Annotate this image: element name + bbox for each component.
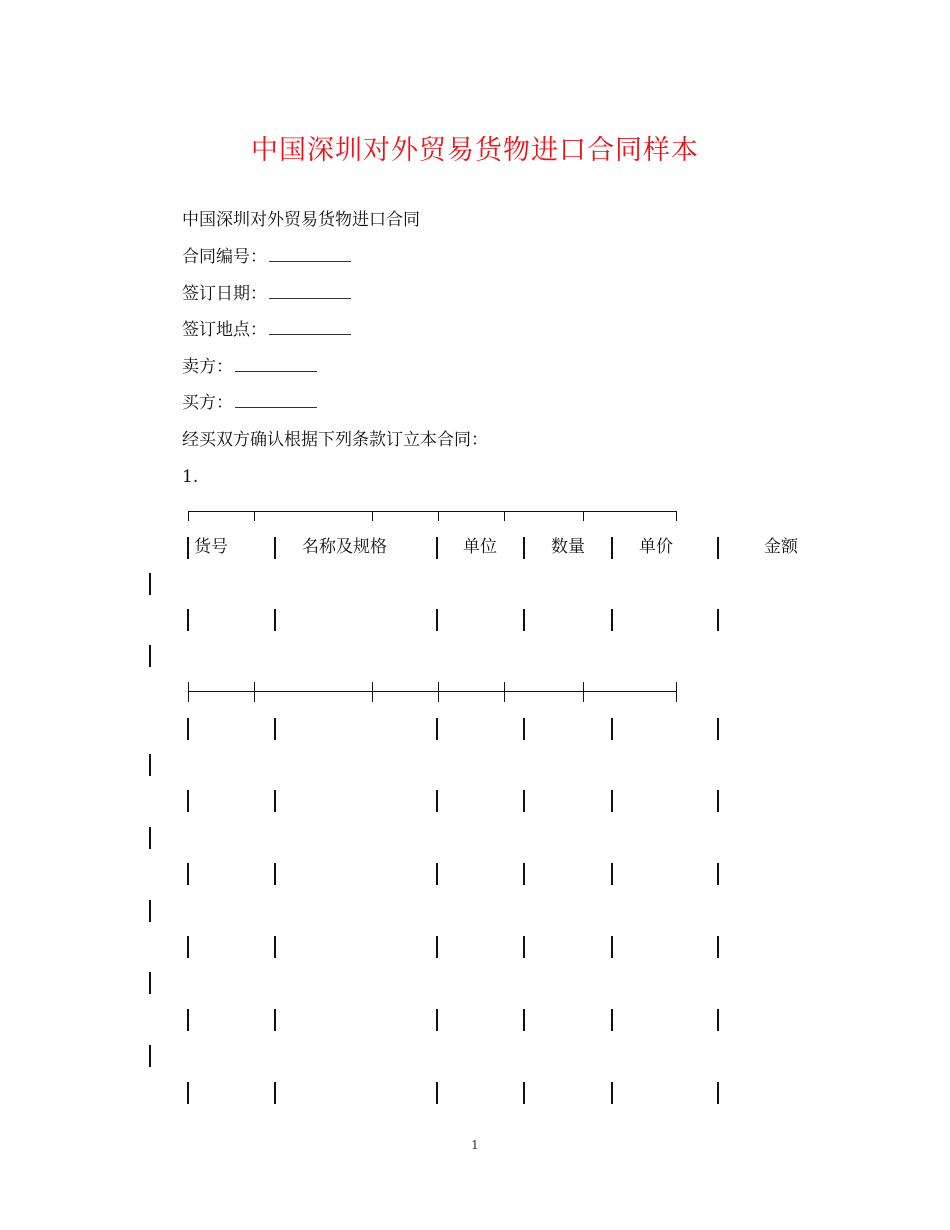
column-divider xyxy=(717,790,719,812)
page-number: 1 xyxy=(471,1138,479,1152)
field-label: 签订日期： xyxy=(182,284,267,304)
column-divider xyxy=(717,936,719,958)
field-seller xyxy=(182,356,317,378)
column-divider xyxy=(187,537,189,559)
column-divider xyxy=(611,790,613,812)
wrap-bar xyxy=(149,754,151,776)
column-divider xyxy=(187,1082,189,1104)
column-divider xyxy=(717,1082,719,1104)
wrap-bar xyxy=(149,1045,151,1067)
column-divider xyxy=(436,718,438,740)
border-tick xyxy=(504,511,505,521)
column-divider xyxy=(274,790,276,812)
column-divider xyxy=(436,609,438,631)
border-tick xyxy=(372,682,373,702)
border-tick xyxy=(676,511,677,521)
header-cell-name-spec: 名称及规格 xyxy=(302,537,387,557)
field-label: 签订地点： xyxy=(182,320,267,340)
field-sign-date xyxy=(182,283,351,305)
column-divider xyxy=(187,1009,189,1031)
column-divider xyxy=(523,609,525,631)
field-label: 卖方： xyxy=(182,357,233,377)
header-cell-amount: 金额 xyxy=(764,537,798,557)
border-tick xyxy=(676,682,677,702)
field-buyer xyxy=(182,392,317,414)
wrap-bar xyxy=(149,827,151,849)
field-blank xyxy=(269,288,351,299)
border-tick xyxy=(254,511,255,521)
column-divider xyxy=(274,863,276,885)
column-divider xyxy=(187,936,189,958)
border-tick xyxy=(504,682,505,702)
column-divider xyxy=(611,537,613,559)
column-divider xyxy=(187,790,189,812)
column-divider xyxy=(523,718,525,740)
border-tick xyxy=(438,682,439,702)
clause-number: 1. xyxy=(182,467,199,487)
column-divider xyxy=(187,863,189,885)
field-blank xyxy=(235,361,317,372)
column-divider xyxy=(274,537,276,559)
border-tick xyxy=(188,511,189,521)
column-divider xyxy=(274,609,276,631)
table-row-separator xyxy=(188,691,677,692)
wrap-bar xyxy=(149,573,151,595)
border-tick xyxy=(583,511,584,521)
column-divider xyxy=(717,609,719,631)
column-divider xyxy=(717,863,719,885)
intro-text: 经买双方确认根据下列条款订立本合同： xyxy=(182,430,488,450)
column-divider xyxy=(436,1082,438,1104)
column-divider xyxy=(523,790,525,812)
column-divider xyxy=(436,790,438,812)
contract-heading: 中国深圳对外贸易货物进口合同 xyxy=(182,210,420,230)
column-divider xyxy=(523,1082,525,1104)
column-divider xyxy=(436,936,438,958)
column-divider xyxy=(523,863,525,885)
header-cell-unit: 单位 xyxy=(463,537,497,557)
header-cell-unit-price: 单价 xyxy=(639,537,673,557)
column-divider xyxy=(611,1082,613,1104)
column-divider xyxy=(436,1009,438,1031)
column-divider xyxy=(611,718,613,740)
column-divider xyxy=(611,863,613,885)
field-blank xyxy=(269,324,351,335)
header-cell-quantity: 数量 xyxy=(551,537,585,557)
border-tick xyxy=(254,682,255,702)
column-divider xyxy=(523,1009,525,1031)
table-top-border xyxy=(188,511,677,512)
column-divider xyxy=(717,537,719,559)
border-tick xyxy=(583,682,584,702)
document-title: 中国深圳对外贸易货物进口合同样本 xyxy=(251,135,699,166)
column-divider xyxy=(187,609,189,631)
wrap-bar xyxy=(149,645,151,667)
column-divider xyxy=(611,1009,613,1031)
column-divider xyxy=(274,718,276,740)
column-divider xyxy=(436,863,438,885)
column-divider xyxy=(523,537,525,559)
column-divider xyxy=(274,936,276,958)
border-tick xyxy=(188,682,189,702)
wrap-bar xyxy=(149,900,151,922)
border-tick xyxy=(372,511,373,521)
field-blank xyxy=(269,251,351,262)
column-divider xyxy=(717,718,719,740)
field-blank xyxy=(235,397,317,408)
field-label: 合同编号： xyxy=(182,247,267,267)
header-cell-item-no: 货号 xyxy=(194,537,228,557)
column-divider xyxy=(611,609,613,631)
wrap-bar xyxy=(149,972,151,994)
column-divider xyxy=(436,537,438,559)
column-divider xyxy=(274,1009,276,1031)
field-label: 买方： xyxy=(182,393,233,413)
column-divider xyxy=(523,936,525,958)
border-tick xyxy=(438,511,439,521)
field-sign-place xyxy=(182,319,351,341)
column-divider xyxy=(611,936,613,958)
column-divider xyxy=(717,1009,719,1031)
column-divider xyxy=(274,1082,276,1104)
column-divider xyxy=(187,718,189,740)
field-contract-number xyxy=(182,246,351,268)
